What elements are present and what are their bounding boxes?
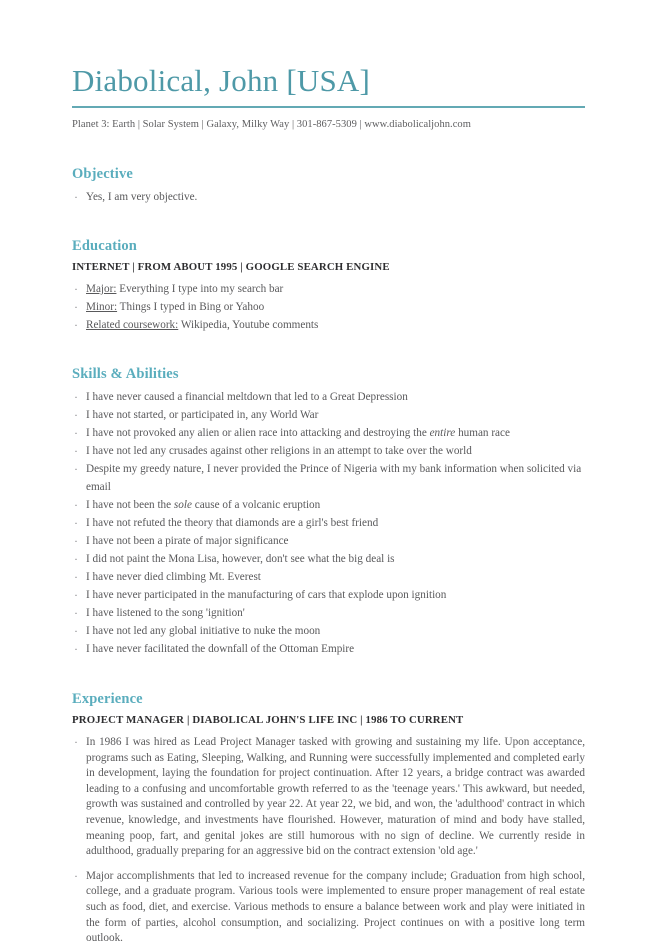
list-item [72,280,585,298]
objective-list [72,188,585,206]
resume-header [72,62,585,132]
title-divider [72,106,585,108]
list-item: · I have listened to the song 'ignition' [72,604,585,622]
list-item: · I have not led any global initiative to nuke the moon [72,622,585,640]
list-item: · Despite my greedy nature, I never provided the Prince of Nigeria with my bank information when solicited via email [72,460,585,496]
experience-list [72,735,585,947]
list-item [72,316,585,334]
education-entry-title: INTERNET | FROM ABOUT 1995 | GOOGLE SEARCH ENGINE [72,261,390,273]
list-item: · I have never facilitated the downfall of the Ottoman Empire [72,640,585,658]
education-item-label: Major: [86,283,117,295]
education-item-label: Minor: [86,301,118,313]
education-list [72,280,585,334]
list-item [72,298,585,316]
contact-line: Planet 3: Earth | Solar System | Galaxy, Milky Way | 301-867-5309 | www.diabolicaljohn.com [72,119,471,130]
education-item-label: Related coursework: [86,319,179,331]
list-item: · In 1986 I was hired as Lead Project Manager tasked with growing and sustaining my life. Upon acceptance, programs such as Eating, Sleeping, Walking, and Running were successfully implemented and completed early in development, laying the foundation for project continuation. After 12 years, a bridge contract was awarded leading to a confusing and uncomfortable growth referred to as the 'teenage years.' This awkward, but needed, growth was sustained and controlled by year 22. At year 22, we bid, and won, the 'adulthood' contract in which revenue, knowledge, and investments have flourished. However, maturation of mind and body have stalled, meaning poop, fart, and genital jokes are still humorous with no sign of decline. We currently reside in adulthood, gradually preparing for an aggressive bid on the contract extension 'old age.' [72,735,585,860]
section-education [72,206,585,334]
list-item: · Yes, I am very objective. [72,188,585,206]
list-item: · I have not led any crusades against other religions in an attempt to take over the world [72,442,585,460]
section-heading-skills: Skills & Abilities [72,366,179,382]
section-heading-education: Education [72,238,138,254]
list-item: · I have never died climbing Mt. Everest [72,568,585,586]
list-item: · I have not been the sole cause of a volcanic eruption [72,496,585,514]
list-item: · I have not started, or participated in, any World War [72,406,585,424]
list-item: · I have not refuted the theory that diamonds are a girl's best friend [72,514,585,532]
list-item: · I did not paint the Mona Lisa, however, don't see what the big deal is [72,550,585,568]
section-skills [72,334,585,658]
education-item-text: Things I typed in Bing or Yahoo [117,301,265,313]
section-experience [72,658,585,947]
education-item-text: Everything I type into my search bar [116,283,284,295]
list-item: · I have not been a pirate of major significance [72,532,585,550]
section-objective [72,132,585,206]
list-item: · I have not provoked any alien or alien race into attacking and destroying the entire human race [72,424,585,442]
emphasis-text: sole [173,499,192,511]
section-heading-experience: Experience [72,691,143,707]
list-item: · I have never participated in the manufacturing of cars that explode upon ignition [72,586,585,604]
emphasis-text: entire [429,427,456,439]
experience-entry-title: PROJECT MANAGER | DIABOLICAL JOHN'S LIFE INC | 1986 TO CURRENT [72,714,464,726]
section-heading-objective: Objective [72,166,133,182]
page-title: Diabolical, John [USA] [72,63,370,98]
list-item: · Major accomplishments that led to increased revenue for the company include; Graduation from high school, college, and a graduate program. Various tools were implemented to ensure proper management of real estate such as food, diet, and exercise. Various methods to ensure a balance between work and play were initiated in the form of parties, alcohol consumption, and socializing. Project continues on with a positive long term outlook. [72,869,585,947]
skills-list [72,388,585,658]
list-item: · I have never caused a financial meltdown that led to a Great Depression [72,388,585,406]
education-item-text: Wikipedia, Youtube comments [178,319,319,331]
